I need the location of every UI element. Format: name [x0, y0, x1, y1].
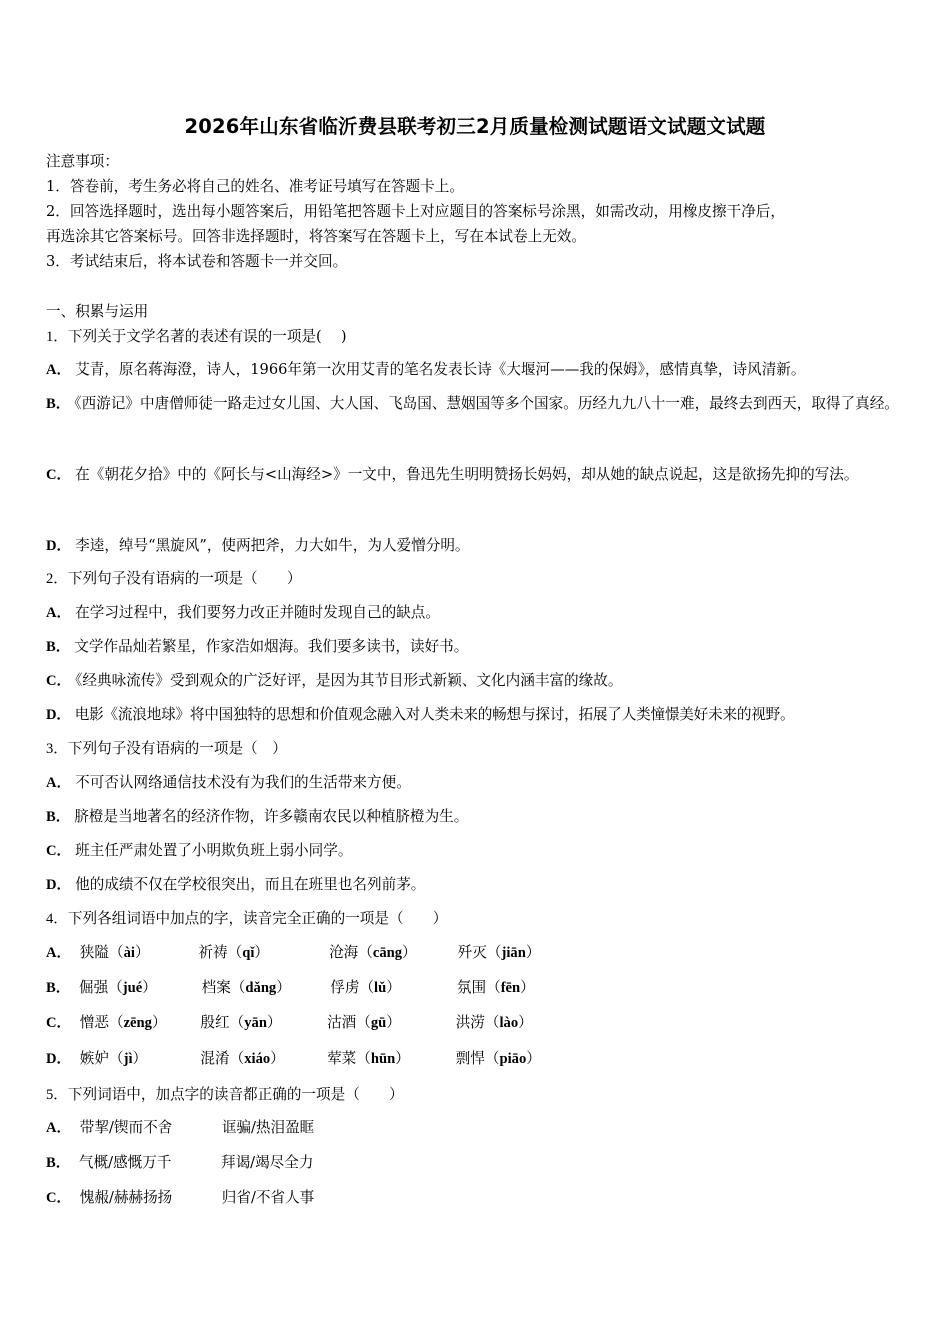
option-label: A． — [46, 945, 72, 961]
question-text: 下列句子没有语病的一项是（ ） — [67, 570, 302, 587]
question-number: 5． — [46, 1087, 68, 1103]
word-pinyin — [457, 978, 535, 998]
option-label: C． — [46, 843, 72, 859]
option-text: 《西游记》中唐僧师徒一路走过女儿国、大人国、飞岛国、慧姻国等多个国家。历经九九八十一难，最终去到西天，取得了真经。 — [74, 395, 899, 412]
word-close: ） — [276, 979, 291, 996]
word-pinyin — [202, 978, 326, 998]
pinyin: xiáo — [244, 1051, 271, 1067]
option-label: A． — [46, 362, 72, 378]
option-text: 李逵，绰号“黑旋风”，使两把斧，力大如牛，为人爱憎分明。 — [75, 537, 470, 554]
word-close: ） — [386, 1014, 401, 1031]
option-b — [46, 637, 468, 657]
word-pinyin — [80, 1013, 196, 1033]
word-pinyin — [330, 978, 452, 998]
option-text: 不可否认网络通信技术没有为我们的生活带来方便。 — [75, 774, 411, 791]
option-label: B． — [46, 980, 71, 996]
question-stem — [46, 1085, 404, 1105]
section-heading: 一、积累与运用 — [46, 303, 149, 320]
word-close: ） — [254, 944, 269, 961]
question-number: 4． — [46, 911, 68, 927]
question-number: 1． — [46, 329, 68, 345]
option-c — [46, 1188, 314, 1208]
word-pinyin — [198, 943, 324, 963]
option-b — [46, 807, 468, 827]
word-text: 荤菜（ — [327, 1050, 371, 1067]
word-text: 祈祷（ — [198, 944, 243, 961]
pinyin: hūn — [370, 1051, 396, 1067]
option-label: D． — [46, 1051, 72, 1067]
word-text: 嫉妒（ — [79, 1050, 124, 1067]
word-close: ） — [134, 944, 150, 961]
word-text: 俘虏（ — [330, 979, 375, 996]
word-pinyin — [329, 943, 453, 963]
pinyin: lào — [499, 1015, 519, 1031]
word-close: ） — [402, 944, 417, 961]
option-label: B． — [46, 396, 71, 412]
notice-item: 1．答卷前，考生务必将自己的姓名、准考证号填写在答题卡上。 — [46, 178, 464, 195]
pinyin: qǐ — [242, 945, 255, 961]
option-label: D． — [46, 707, 71, 723]
option-label: C． — [46, 1015, 72, 1031]
word-close: ） — [386, 979, 401, 996]
word-pinyin — [200, 1013, 322, 1033]
question-number: 2． — [46, 571, 68, 587]
question-stem — [46, 909, 447, 929]
option-a — [46, 360, 806, 380]
option-c — [46, 457, 908, 493]
option-a — [46, 603, 440, 623]
notice-item: 再选涂其它答案标号。回答非选择题时，将答案写在答题卡上，写在本试卷上无效。 — [46, 228, 586, 245]
word-text: 殷红（ — [200, 1014, 245, 1031]
option-label: C． — [46, 1190, 72, 1206]
pinyin: jué — [122, 980, 143, 996]
option-c — [46, 671, 622, 691]
option-a — [46, 943, 540, 963]
word-text: 沽酒（ — [327, 1014, 371, 1031]
option-d — [46, 536, 470, 556]
word-close: ） — [270, 1050, 285, 1067]
word-text: 混淆（ — [200, 1050, 245, 1067]
question-text: 下列各组词语中加点的字，读音完全正确的一项是（ ） — [67, 910, 448, 927]
word-pinyin — [200, 1049, 322, 1069]
word-close: ） — [395, 1050, 410, 1067]
option-label: B． — [46, 809, 71, 825]
word-pinyin — [458, 943, 541, 963]
word-close: ） — [525, 944, 541, 961]
option-label: A． — [46, 775, 72, 791]
notice-heading: 注意事项： — [46, 153, 119, 170]
option-label: B． — [46, 1155, 71, 1171]
word-close: ） — [132, 1050, 148, 1067]
word-pinyin — [327, 1049, 451, 1069]
pinyin: jì — [123, 1051, 133, 1067]
option-text: 文学作品灿若繁星，作家浩如烟海。我们要多读书，读好书。 — [74, 638, 469, 655]
option-b — [46, 386, 908, 422]
word-pair: 气概/感慨万千 — [78, 1154, 172, 1171]
word-pair: 拜谒/竭尽全力 — [220, 1154, 314, 1171]
pinyin: dǎng — [245, 980, 277, 996]
pinyin: gū — [370, 1015, 387, 1031]
option-label: C． — [46, 467, 72, 483]
pinyin: cāng — [372, 945, 403, 961]
word-pair: 带挈/锲而不舍 — [79, 1119, 173, 1136]
word-close: ） — [151, 1014, 167, 1031]
word-pinyin — [80, 1049, 196, 1069]
option-text: 《经典咏流传》受到观众的广泛好评，是因为其节目形式新颖、文化内涵丰富的缘故。 — [75, 672, 623, 689]
word-text: 氛围（ — [456, 979, 501, 996]
word-text: 档案（ — [201, 979, 246, 996]
word-pinyin — [327, 1013, 451, 1033]
question-text: 下列词语中，加点字的读音都正确的一项是（ ） — [67, 1086, 404, 1103]
word-text: 剽悍（ — [455, 1050, 500, 1067]
pinyin: ài — [123, 945, 135, 961]
pinyin: jiān — [501, 945, 526, 961]
option-c — [46, 841, 352, 861]
word-text: 歼灭（ — [457, 944, 502, 961]
word-pinyin — [456, 1013, 533, 1033]
question-number: 3． — [46, 741, 68, 757]
question-stem — [46, 327, 347, 347]
option-label: C． — [46, 673, 72, 689]
question-text: 下列句子没有语病的一项是（ ） — [67, 740, 287, 757]
option-text: 艾青，原名蒋海澄，诗人，1966年第一次用艾青的笔名发表长诗《大堰河——我的保姆》，感情真挚，诗风清新。 — [75, 361, 806, 378]
word-pinyin — [80, 943, 194, 963]
word-text: 憎恶（ — [79, 1014, 124, 1031]
option-label: A． — [46, 1120, 72, 1136]
notice-item: 3．考试结束后，将本试卷和答题卡一并交回。 — [46, 253, 348, 270]
option-a — [46, 1118, 314, 1138]
pinyin: lǔ — [374, 980, 387, 996]
word-close: ） — [142, 979, 157, 996]
word-pair: 诓骗/热泪盈眶 — [221, 1119, 315, 1136]
word-pinyin — [456, 1049, 541, 1069]
page-title: 2026年山东省临沂费县联考初三2月质量检测试题语文试题文试题 — [184, 115, 766, 138]
pinyin: fēn — [500, 980, 521, 996]
option-label: D． — [46, 877, 72, 893]
word-text: 沧海（ — [329, 944, 373, 961]
option-label: B． — [46, 639, 71, 655]
option-text: 他的成绩不仅在学校很突出，而且在班里也名列前茅。 — [75, 876, 426, 893]
pinyin: zēng — [123, 1015, 152, 1031]
word-close: ） — [518, 1014, 533, 1031]
option-text: 班主任严肃处置了小明欺负班上弱小同学。 — [75, 842, 353, 859]
word-pinyin — [79, 978, 197, 998]
word-close: ） — [526, 1050, 541, 1067]
word-close: ） — [266, 1014, 282, 1031]
option-d — [46, 1049, 541, 1069]
pinyin: yān — [244, 1015, 267, 1031]
option-text: 在《朝花夕拾》中的《阿长与<山海经>》一文中，鲁迅先生明明赞扬长妈妈，却从她的缺点说起，这是欲扬先抑的写法。 — [75, 466, 859, 483]
option-d — [46, 705, 794, 725]
option-label: A． — [46, 605, 72, 621]
option-text: 电影《流浪地球》将中国独特的思想和价值观念融入对人类未来的畅想与探讨，拓展了人类憧憬美好未来的视野。 — [74, 706, 795, 723]
question-stem — [46, 569, 301, 589]
pinyin: piāo — [499, 1051, 527, 1067]
option-text: 在学习过程中，我们要努力改正并随时发现自己的缺点。 — [75, 604, 440, 621]
option-label: D． — [46, 538, 72, 554]
notice-item: 2．回答选择题时，选出每小题答案后，用铅笔把答题卡上对应题目的答案标号涂黑，如需改动，用橡皮擦干净后， — [46, 203, 785, 220]
word-text: 狭隘（ — [79, 944, 124, 961]
word-pair: 愧赧/赫赫扬扬 — [79, 1189, 173, 1206]
option-b — [46, 978, 535, 998]
option-c — [46, 1013, 533, 1033]
word-close: ） — [520, 979, 535, 996]
word-pair: 归省/不省人事 — [221, 1189, 315, 1206]
option-d — [46, 875, 425, 895]
word-text: 倔强（ — [78, 979, 123, 996]
question-text: 下列关于文学名著的表述有误的一项是( ) — [67, 328, 347, 345]
option-text: 脐橙是当地著名的经济作物，许多赣南农民以种植脐橙为生。 — [74, 808, 469, 825]
word-text: 洪涝（ — [455, 1014, 500, 1031]
question-stem — [46, 739, 287, 759]
option-b — [46, 1153, 313, 1173]
option-a — [46, 773, 411, 793]
